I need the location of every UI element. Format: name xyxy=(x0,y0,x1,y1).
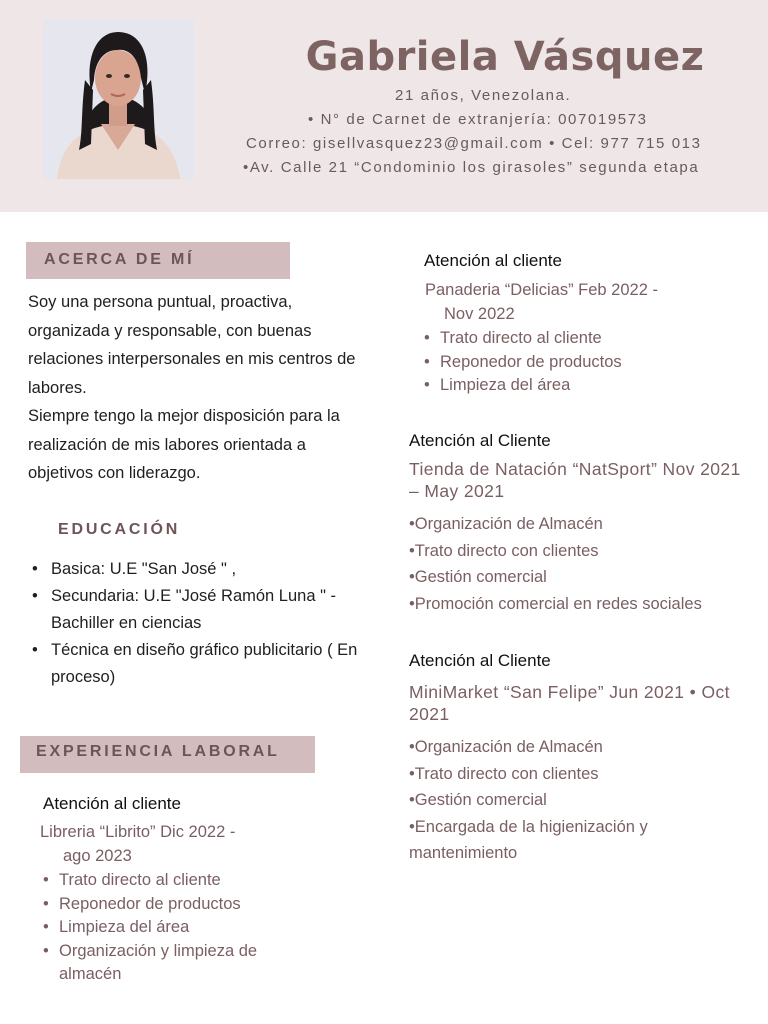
job-task: •Organización de Almacén xyxy=(409,515,603,533)
address: •Av. Calle 21 “Condominio los girasoles” segunda etapa xyxy=(243,159,700,176)
job-place-continued: ago 2023 xyxy=(63,847,132,865)
about-title: ACERCA DE MÍ xyxy=(44,251,195,268)
job-task: •Organización de Almacén xyxy=(409,738,603,756)
job-place: MiniMarket “San Felipe” Jun 2021 • Oct 2021 xyxy=(409,682,730,724)
education-title: EDUCACIÓN xyxy=(58,521,181,538)
education-list xyxy=(28,556,368,691)
job-title: Atención al Cliente xyxy=(409,431,551,450)
job-title: Atención al Cliente xyxy=(409,651,551,670)
job-task-list xyxy=(409,734,739,867)
job-task: • Limpieza del área xyxy=(41,916,321,940)
job-task: •Promoción comercial en redes sociales xyxy=(409,594,702,613)
job-task: •Trato directo con clientes xyxy=(409,541,599,560)
about-paragraph-2: Siempre tengo la mejor disposición para la realización de mis labores orientada a objetivos con liderazgo. xyxy=(28,407,340,482)
job-task: •Gestión comercial xyxy=(409,568,547,586)
job-title: Atención al cliente xyxy=(43,794,181,813)
job-task: • Reponedor de productos xyxy=(422,351,742,375)
job-task: • Trato directo al cliente xyxy=(41,869,321,893)
about-paragraph-1: Soy una persona puntual, proactiva, organizada y responsable, con buenas relaciones interpersonales en mis centros de labores. xyxy=(28,293,356,397)
about-text xyxy=(28,288,358,488)
id-number: • N° de Carnet de extranjería: 007019573 xyxy=(308,111,648,128)
job-place: Libreria “Librito” Dic 2022 - xyxy=(40,823,236,841)
job-task-list xyxy=(41,869,321,987)
job-task: • Organización y limpieza de almacén xyxy=(41,940,321,987)
full-name: Gabriela Vásquez xyxy=(305,34,705,80)
profile-photo xyxy=(43,20,194,179)
contact-line: Correo: gisellvasquez23@gmail.com • Cel: 977 715 013 xyxy=(246,135,702,152)
age-nationality: 21 años, Venezolana. xyxy=(395,87,572,104)
job-task-list xyxy=(409,511,759,617)
job-place-continued: Nov 2022 xyxy=(444,305,515,323)
education-item: • Basica: U.E "San José " , xyxy=(28,556,368,583)
job-task: •Encargada de la higienización y mantenimiento xyxy=(409,817,648,862)
education-item: • Técnica en diseño gráfico publicitario ( En proceso) xyxy=(28,637,368,691)
job-task-list xyxy=(422,327,742,398)
job-place: Tienda de Natación “NatSport” Nov 2021 – May 2021 xyxy=(409,459,741,501)
job-task: •Trato directo con clientes xyxy=(409,764,599,783)
job-task: • Reponedor de productos xyxy=(41,893,321,917)
job-task: • Limpieza del área xyxy=(422,374,742,398)
job-title: Atención al cliente xyxy=(424,251,562,270)
job-task: • Trato directo al cliente xyxy=(422,327,742,351)
experience-title: EXPERIENCIA LABORAL xyxy=(36,743,280,760)
education-item: • Secundaria: U.E "José Ramón Luna " - Bachiller en ciencias xyxy=(28,583,368,637)
job-task: •Gestión comercial xyxy=(409,791,547,809)
job-place: Panaderia “Delicias” Feb 2022 - xyxy=(425,281,658,299)
